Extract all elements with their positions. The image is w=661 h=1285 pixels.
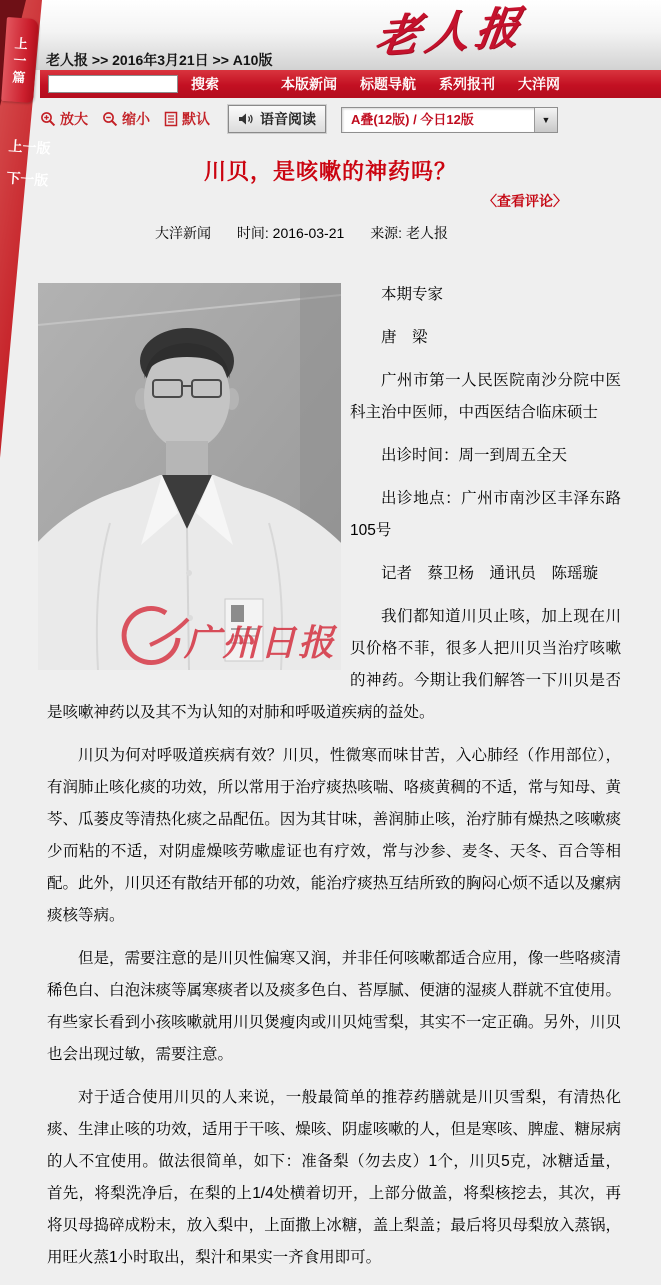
nav-link-page-news[interactable]: 本版新闻 <box>281 76 337 92</box>
default-view-button[interactable] <box>164 109 210 129</box>
zoom-in-label: 放大 <box>60 111 88 127</box>
dropdown-arrow-button[interactable] <box>534 108 557 132</box>
voice-reading-button[interactable] <box>228 105 326 133</box>
article-paragraph: 出诊地点：广州市南沙区丰泽东路105号 <box>350 490 621 539</box>
doctor-photo <box>38 283 341 670</box>
search-input[interactable] <box>48 75 178 93</box>
meta-time: 时间: 2016-03-21 <box>236 225 345 241</box>
prev-article-label: 上一篇 <box>11 35 29 85</box>
edition-dropdown[interactable] <box>341 107 558 133</box>
left-ribbon <box>0 0 56 470</box>
edition-selected-value: A叠(12版) / 今日12版 <box>351 112 474 127</box>
article-meta <box>155 223 661 243</box>
prev-page-label: 上一版 <box>8 137 52 157</box>
magnifier-minus-icon <box>102 111 118 127</box>
document-icon <box>164 111 178 127</box>
article-paragraph: 川贝为何对呼吸道疾病有效？川贝，性微寒而味甘苦，入心肺经（作用部位），有润肺止咳化痰的功效，所以常用于治疗痰热咳喘、咯痰黄稠的不适，常与知母、黄芩、瓜蒌皮等清热化痰之品配伍。因为其甘味，善润肺止咳，治疗肺有燥热之咳嗽痰少而粘的不适，对阴虚燥咳劳嗽虚证也有疗效，常与沙参、麦冬、天冬、百合等相配。此外，川贝还有散结开郁的功效，能治疗痰热互结所致的胸闷心烦不适以及瘰病痰核等病。 <box>47 747 621 924</box>
nav-link-headline-nav[interactable]: 标题导航 <box>360 76 416 92</box>
article-title: 川贝，是咳嗽的神药吗？ <box>203 159 457 184</box>
article-content <box>47 279 621 1274</box>
chevron-down-icon: ▼ <box>541 115 551 125</box>
prev-article-tab[interactable] <box>1 17 39 103</box>
next-page-label: 下一版 <box>5 169 49 189</box>
article-paragraph: 对于适合使用川贝的人来说，一般最简单的推荐药膳就是川贝雪梨，有清热化痰、生津止咳的功效，适用于干咳、燥咳、阴虚咳嗽的人，但是寒咳、脾虚、糖尿病的人不宜使用。做法很简单，如下：准备梨（勿去皮）1个，川贝5克，冰糖适量，首先，将梨洗净后，在梨的上1/4处横着切开，上部分做盖，将梨核挖去，其次，再将贝母捣碎成粉末，放入梨中，上面撒上冰糖，盖上梨盖；最后将贝母梨放入蒸锅，用旺火蒸1小时取出，梨汁和果实一齐食用即可。 <box>47 1089 621 1266</box>
article-paragraph: 但是，需要注意的是川贝性偏寒又润，并非任何咳嗽都适合应用，像一些咯痰清稀色白、白泡沫痰等属寒痰者以及痰多色白、苔厚腻、便溏的湿痰人群就不宜使用。有些家长看到小孩咳嗽就用川贝煲瘦肉或川贝炖雪梨，其实不一定正确。另外，川贝也会出现过敏，需要注意。 <box>47 950 621 1063</box>
default-view-label: 默认 <box>182 111 210 127</box>
next-page-link[interactable] <box>6 169 49 191</box>
zoom-out-button[interactable] <box>102 109 150 129</box>
article-paragraph: 广州市第一人民医院南沙分院中医科主治中医师，中西医结合临床硕士 <box>350 372 621 421</box>
view-comments-link[interactable]: 〈查看评论〉 <box>483 193 567 209</box>
page-header <box>0 0 661 70</box>
toolbar <box>40 98 661 140</box>
zoom-out-label: 缩小 <box>122 111 150 127</box>
article-paragraph: 我们都知道川贝止咳，加上现在川贝价格不菲，很多人把川贝当治疗咳嗽的神药。今期让我们解答一下川贝是否是咳嗽神药以及其不为认知的对肺和呼吸道疾病的益处。 <box>47 608 621 721</box>
article-paragraph: 唐 梁 <box>381 329 428 346</box>
nav-link-dayoo[interactable]: 大洋网 <box>518 76 560 92</box>
voice-reading-label: 语音阅读 <box>260 111 316 127</box>
navbar <box>40 70 661 98</box>
article-paragraph: 出诊时间：周一到周五全天 <box>381 447 568 464</box>
nav-links <box>281 74 560 94</box>
masthead-logo: 老人报 <box>371 1 529 64</box>
photo-watermark: 广州日报 <box>184 622 337 664</box>
search-button[interactable]: 搜索 <box>191 76 219 92</box>
page-tabs <box>5 137 51 204</box>
article-paragraph: 记者 蔡卫杨 通讯员 陈瑶璇 <box>381 565 599 582</box>
meta-source: 大洋新闻 <box>155 225 211 241</box>
article-paragraph: 本期专家 <box>381 286 444 303</box>
prev-page-link[interactable] <box>8 137 51 159</box>
breadcrumb: 老人报 >> 2016年3月21日 >> A10版 <box>46 52 273 68</box>
nav-link-series[interactable]: 系列报刊 <box>439 76 495 92</box>
speaker-icon <box>238 112 254 126</box>
article <box>0 137 661 1285</box>
meta-origin: 来源: 老人报 <box>370 225 448 241</box>
